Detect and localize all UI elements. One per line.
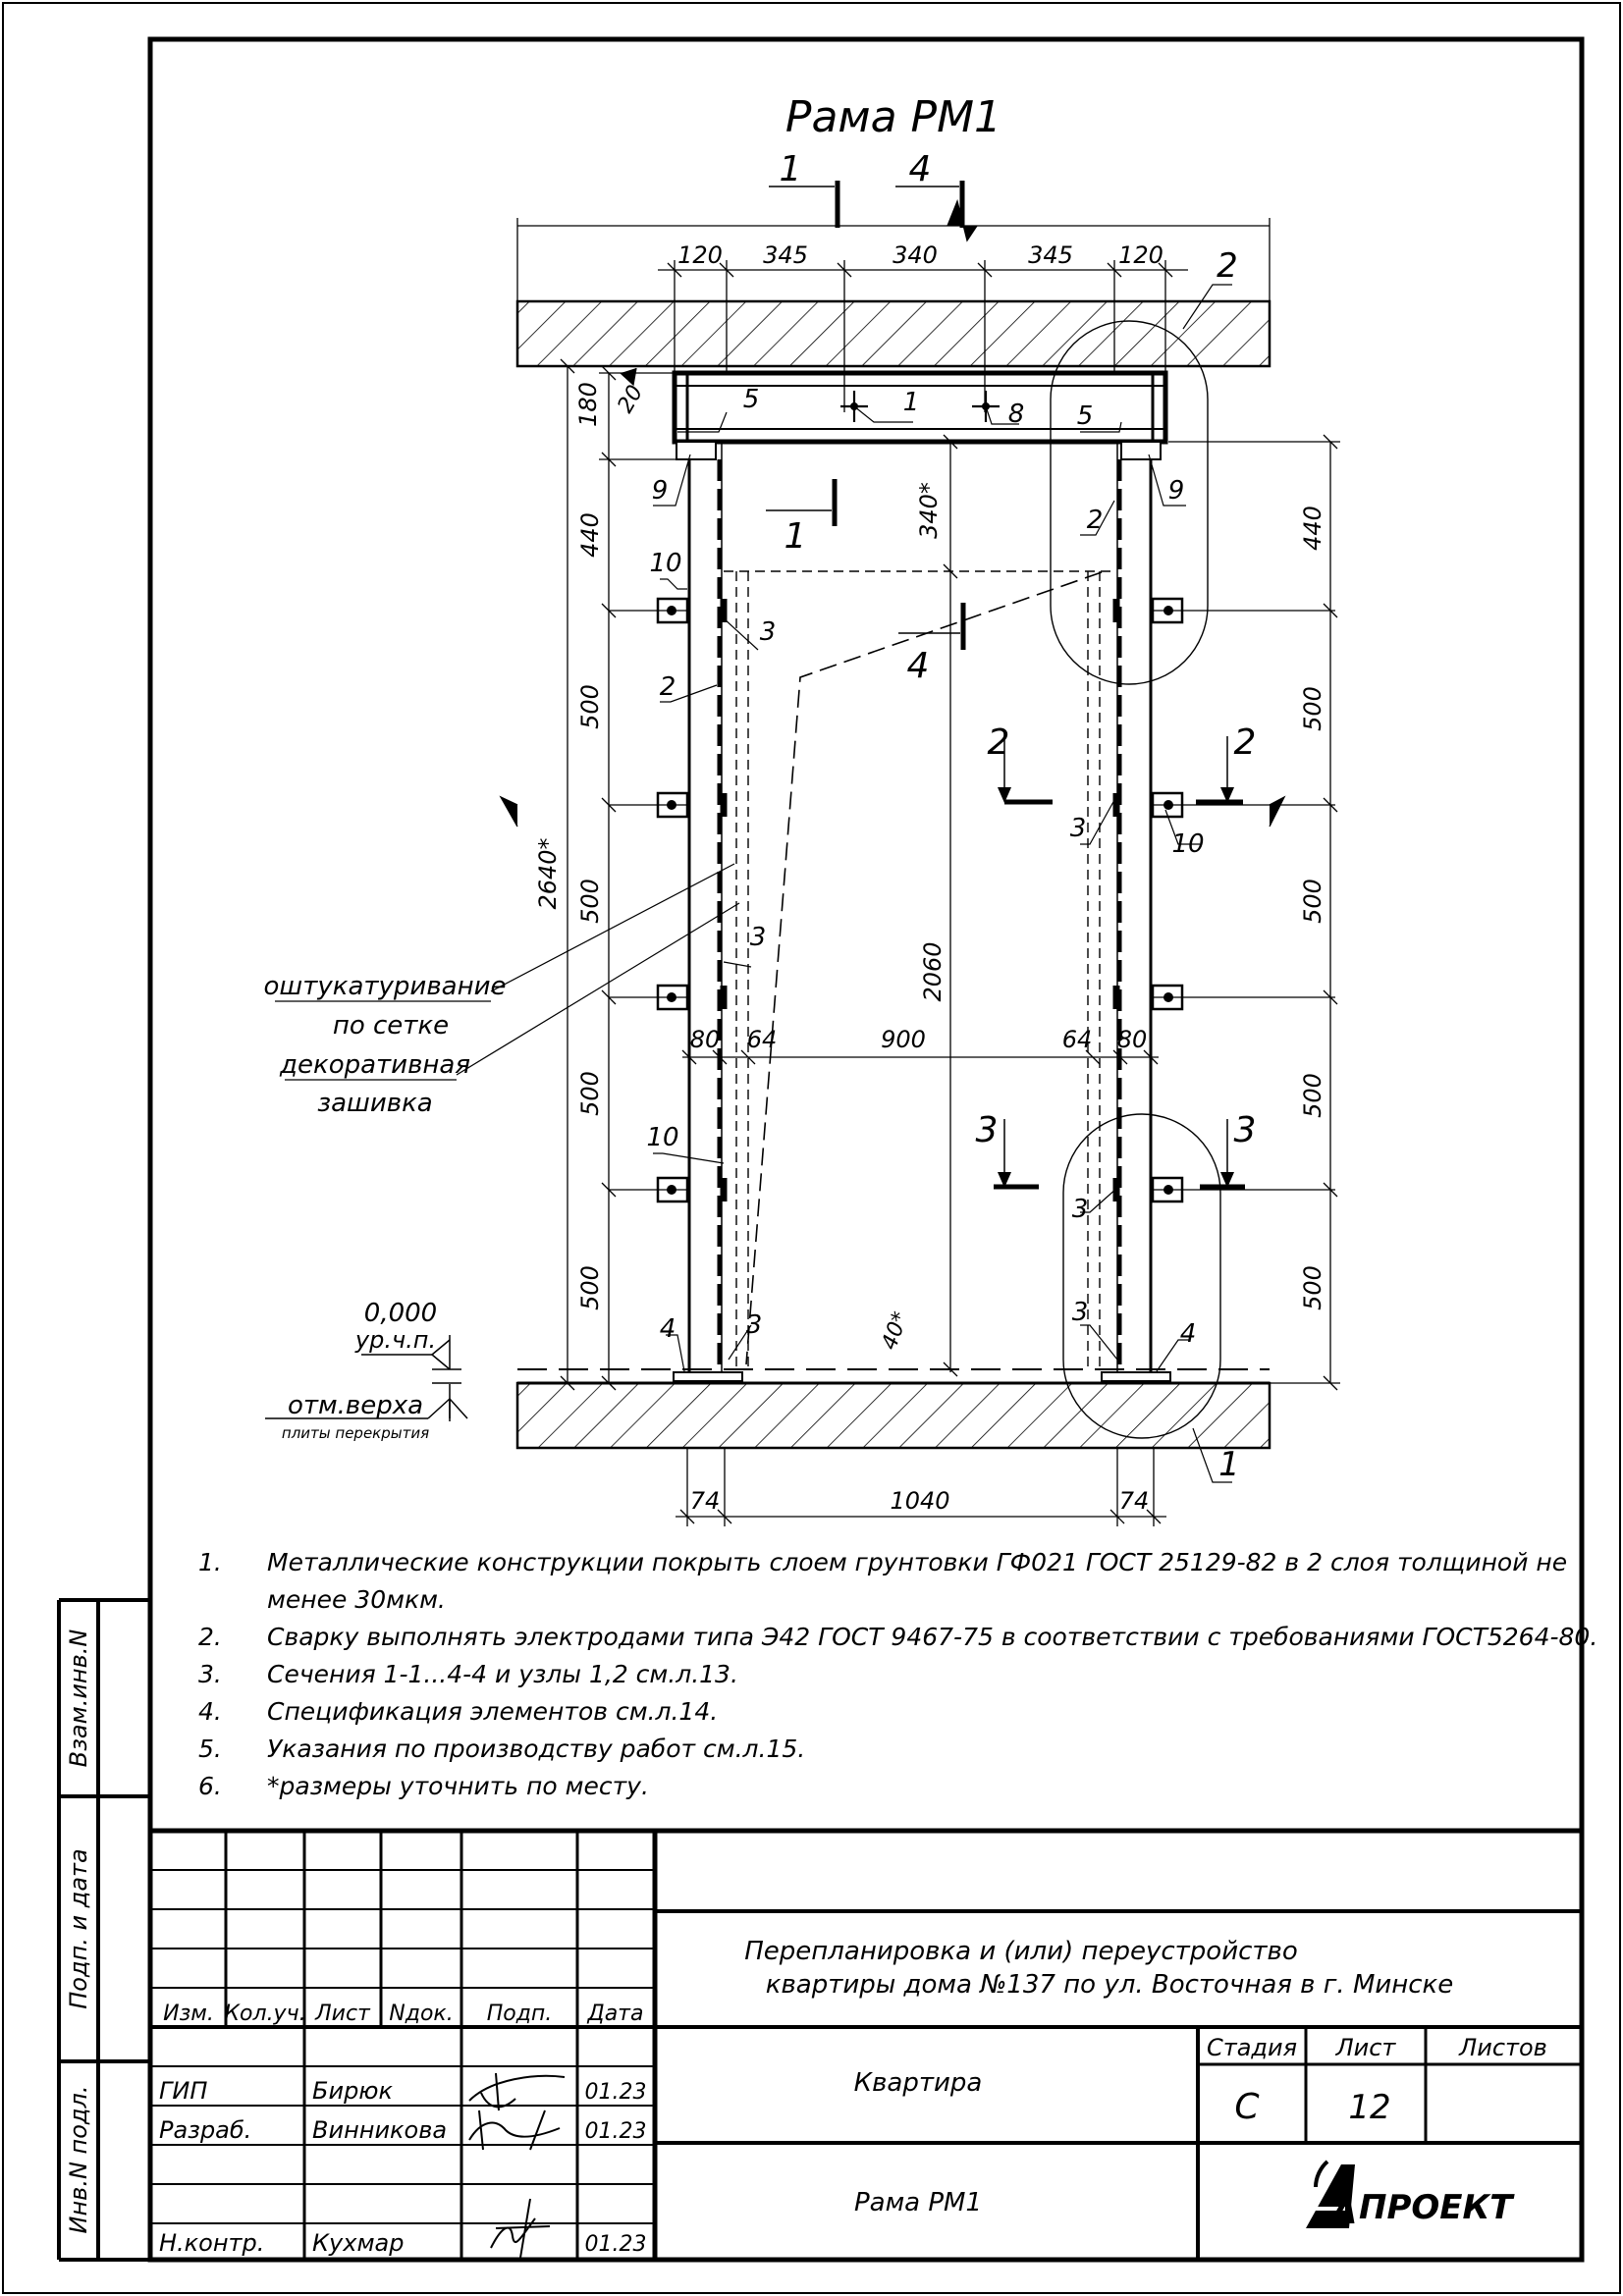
label-deco-1: декоративная xyxy=(280,1050,470,1080)
label-plaster-1: оштукатуривание xyxy=(263,972,507,1001)
sheet-label: Лист xyxy=(1335,2034,1396,2061)
dim-80-right: 80 xyxy=(1116,1026,1148,1053)
dim-345-left: 345 xyxy=(763,241,808,269)
signer-role: Разраб. xyxy=(159,2116,252,2144)
callout-2-right: 2 xyxy=(1086,506,1104,535)
callout-10-bottom: 10 xyxy=(646,1123,679,1152)
callout-3-f: 3 xyxy=(745,1310,763,1340)
level-slab-top: отм.верха xyxy=(287,1391,424,1420)
callout-2-left: 2 xyxy=(659,672,676,702)
base-plate-right xyxy=(1102,1372,1170,1381)
bottom-slab xyxy=(517,1383,1270,1448)
top-slab xyxy=(517,301,1270,366)
anchor-left-3 xyxy=(609,986,689,1009)
anchor-right-1 xyxy=(1151,599,1335,622)
dim-180: 180 xyxy=(574,382,602,427)
support-plate-right xyxy=(1121,442,1161,459)
stage-label: Стадия xyxy=(1206,2034,1298,2061)
note-text: Металлические конструкции покрыть слоем грунтовки ГФ021 ГОСТ 25129-82 в 2 слоя толщиной не xyxy=(267,1548,1568,1576)
project-line-1: Перепланировка и (или) переустройство xyxy=(744,1937,1298,1966)
tb-header-podp: Подп. xyxy=(486,2002,553,2026)
signer-role: ГИП xyxy=(159,2077,208,2105)
anchor-left-4 xyxy=(609,1178,689,1201)
support-plate-left xyxy=(676,442,716,459)
note-text: *размеры уточнить по месту. xyxy=(267,1772,649,1800)
dim-120-left: 120 xyxy=(677,241,723,269)
dim-2640: 2640* xyxy=(534,837,562,910)
svg-text:4: 4 xyxy=(906,646,930,686)
base-plate-left xyxy=(674,1372,742,1381)
dim-120-right: 120 xyxy=(1118,241,1163,269)
drawing-title: Рама РМ1 xyxy=(784,92,1002,142)
svg-text:3: 3 xyxy=(975,1110,999,1150)
svg-text:2: 2 xyxy=(987,722,1010,763)
object-name: Квартира xyxy=(853,2068,983,2098)
signer-date: 01.23 xyxy=(584,2080,647,2105)
callout-3-b: 3 xyxy=(1069,814,1087,843)
anchor-right-2 xyxy=(1151,793,1335,817)
signer-name: Винникова xyxy=(312,2116,448,2144)
sheet-name: Рама РМ1 xyxy=(853,2188,983,2217)
stage-value: С xyxy=(1234,2087,1260,2127)
dim-500-left-3: 500 xyxy=(576,1071,604,1116)
inner-dimensions xyxy=(944,435,957,1376)
callout-3-d: 3 xyxy=(1071,1195,1089,1224)
note-num: 4. xyxy=(198,1697,222,1726)
cut-mark-2-right xyxy=(1196,722,1256,803)
signature-image xyxy=(469,2073,565,2258)
note-num: 2. xyxy=(198,1623,222,1651)
dim-500-left-2: 500 xyxy=(576,879,604,924)
cut-mark-2-left xyxy=(988,722,1053,803)
note-num: 3. xyxy=(198,1660,222,1688)
dim-74-right: 74 xyxy=(1118,1487,1150,1515)
stamp-inv-podl: Инв.N подл. xyxy=(65,2085,92,2234)
level-slab-sub: плиты перекрытия xyxy=(281,1424,430,1442)
dim-345-right: 345 xyxy=(1028,241,1073,269)
label-deco-2: зашивка xyxy=(317,1089,433,1118)
signer-name: Кухмар xyxy=(312,2229,405,2257)
stamp-podp-data: Подп. и дата xyxy=(65,1848,92,2009)
company-logo xyxy=(1306,2162,1515,2232)
dim-900: 900 xyxy=(881,1026,926,1053)
svg-text:А: А xyxy=(1331,2193,1358,2232)
callout-9-left: 9 xyxy=(651,476,669,506)
dim-500-left-4: 500 xyxy=(576,1265,604,1310)
signer-role: Н.контр. xyxy=(159,2229,265,2257)
cut-mark-1-top xyxy=(769,149,838,228)
note-num: 5. xyxy=(198,1735,222,1763)
anchor-left-2 xyxy=(609,793,689,817)
signer-date: 01.23 xyxy=(584,2119,647,2144)
signer-name: Бирюк xyxy=(312,2077,393,2105)
svg-text:2: 2 xyxy=(1233,722,1257,763)
dim-500-right-3: 500 xyxy=(1299,1073,1326,1118)
dim-440-left: 440 xyxy=(576,512,604,558)
svg-text:ПРОЕКТ: ПРОЕКТ xyxy=(1359,2188,1513,2227)
dim-40: 40* xyxy=(877,1308,914,1354)
callout-3-a: 3 xyxy=(759,617,777,647)
anchor-left-1 xyxy=(609,599,689,622)
note-text: Сечения 1-1...4-4 и узлы 1,2 см.л.13. xyxy=(267,1660,738,1688)
callout-5-right: 5 xyxy=(1076,401,1094,431)
note-num: 6. xyxy=(198,1772,222,1800)
callout-4-right: 4 xyxy=(1179,1319,1197,1349)
callout-1-lintel: 1 xyxy=(902,388,920,417)
note-text: Указания по производству работ см.л.15. xyxy=(267,1735,806,1763)
tb-header-izm: Изм. xyxy=(163,2002,214,2026)
svg-text:4: 4 xyxy=(908,149,932,189)
dim-440-right: 440 xyxy=(1299,506,1326,551)
callout-10-top: 10 xyxy=(649,549,682,578)
svg-text:3: 3 xyxy=(1233,1110,1257,1150)
dim-80-left: 80 xyxy=(689,1026,721,1053)
dim-340-vertical: 340* xyxy=(915,482,943,539)
callout-9-right: 9 xyxy=(1167,476,1185,506)
node-callout-2: 2 xyxy=(1217,246,1238,286)
anchor-right-3 xyxy=(1151,986,1335,1009)
sheet-number: 12 xyxy=(1348,2088,1391,2127)
note-num: 1. xyxy=(198,1548,222,1576)
note-text: менее 30мкм. xyxy=(267,1585,446,1614)
note-text: Спецификация элементов см.л.14. xyxy=(267,1697,719,1726)
label-plaster-2: по сетке xyxy=(332,1011,450,1041)
frame-drawing xyxy=(264,92,1340,1526)
cut-mark-4-mid xyxy=(898,603,963,686)
cut-mark-3-right xyxy=(1200,1110,1256,1188)
dim-74-left: 74 xyxy=(689,1487,721,1515)
stamp-vzam-inv: Взам.инв.N xyxy=(65,1629,92,1768)
node-callout-1: 1 xyxy=(1218,1445,1240,1484)
dim-20: 20 xyxy=(613,381,649,418)
svg-text:1: 1 xyxy=(779,149,802,189)
dim-500-right-4: 500 xyxy=(1299,1265,1326,1310)
project-line-2: квартиры дома №137 по ул. Восточная в г. Минске xyxy=(765,1970,1454,2000)
tb-header-koluch: Кол.уч. xyxy=(224,2002,306,2026)
dim-500-right-2: 500 xyxy=(1299,879,1326,924)
anchor-right-4 xyxy=(1151,1178,1335,1201)
dim-1040: 1040 xyxy=(890,1487,950,1515)
level-floor: ур.ч.п. xyxy=(354,1326,437,1354)
dim-500-left-1: 500 xyxy=(576,684,604,729)
cut-mark-3-left xyxy=(976,1110,1039,1188)
dim-64-right: 64 xyxy=(1061,1026,1093,1053)
dim-340-top: 340 xyxy=(893,241,938,269)
general-notes xyxy=(198,1548,1597,1800)
svg-text:1: 1 xyxy=(784,516,807,557)
signer-date: 01.23 xyxy=(584,2232,647,2257)
callout-3-c: 3 xyxy=(749,923,767,952)
callout-5-left: 5 xyxy=(742,385,760,414)
callout-3-e: 3 xyxy=(1071,1298,1089,1327)
callout-10-right: 10 xyxy=(1171,829,1205,859)
tb-header-data: Дата xyxy=(587,2002,644,2026)
dim-64-left: 64 xyxy=(746,1026,778,1053)
dim-500-right-1: 500 xyxy=(1299,686,1326,731)
dim-2060: 2060 xyxy=(919,941,947,1002)
callout-8: 8 xyxy=(1007,400,1025,429)
level-zero: 0,000 xyxy=(363,1299,438,1328)
note-text: Сварку выполнять электродами типа Э42 ГОСТ 9467-75 в соответствии с требованиями ГОСТ5264-80. xyxy=(267,1623,1598,1651)
sheets-label: Листов xyxy=(1459,2034,1547,2061)
tb-header-list: Лист xyxy=(315,2002,370,2026)
cut-mark-1-mid xyxy=(766,479,835,557)
callout-4-left: 4 xyxy=(659,1314,676,1344)
tb-header-ndok: Nдок. xyxy=(389,2002,454,2026)
